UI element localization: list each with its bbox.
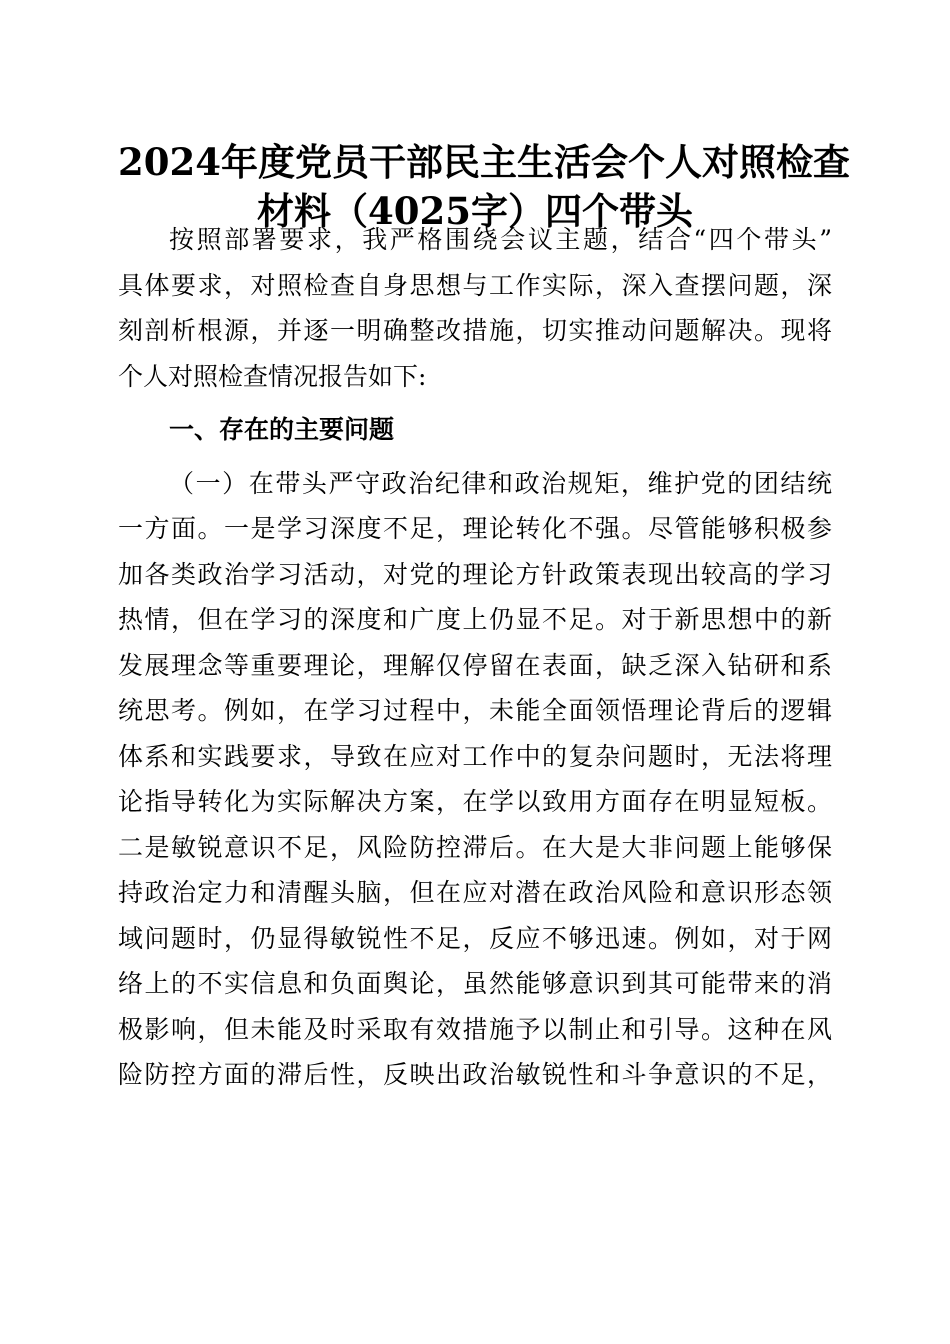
- paragraph-gap: [118, 453, 832, 461]
- section-line: 极影响，但未能及时采取有效措施予以制止和引导。这种在风: [118, 1014, 832, 1044]
- section-line: 论指导转化为实际解决方案，在学以致用方面存在明显短板。: [118, 787, 832, 816]
- section-line: 体系和实践要求，导致在应对工作中的复杂问题时，无法将理: [118, 741, 832, 771]
- section-line: 二是敏锐意识不足，风险防控滞后。在大是大非问题上能够保: [118, 832, 832, 862]
- section-line: 统思考。例如，在学习过程中，未能全面领悟理论背后的逻辑: [118, 696, 832, 725]
- section-line: 加各类政治学习活动，对党的理论方针政策表现出较高的学习: [118, 559, 832, 589]
- title-line-1: 2024年度党员干部民主生活会个人对照检查: [118, 140, 850, 184]
- section-line: 一方面。一是学习深度不足，理论转化不强。尽管能够积极参: [118, 514, 832, 543]
- section-line: 持政治定力和清醒头脑，但在应对潜在政治风险和意识形态领: [118, 878, 832, 907]
- intro-line: 按照部署要求，我严格围绕会议主题，结合“四个带头”: [169, 225, 832, 254]
- intro-line: 刻剖析根源，并逐一明确整改措施，切实推动问题解决。现将: [118, 316, 832, 345]
- title-line-2: 材料（4025字）四个带头: [257, 189, 693, 233]
- section-line: 络上的不实信息和负面舆论，虽然能够意识到其可能带来的消: [118, 969, 832, 998]
- section-heading: 一、存在的主要问题: [169, 415, 395, 444]
- intro-line: 个人对照检查情况报告如下:: [118, 361, 427, 391]
- section-line: 热情，但在学习的深度和广度上仍显不足。对于新思想中的新: [118, 605, 832, 634]
- section-line: 发展理念等重要理论，理解仅停留在表面，缺乏深入钻研和系: [118, 650, 832, 680]
- section-line: 险防控方面的滞后性，反映出政治敏锐性和斗争意识的不足，: [118, 1060, 832, 1089]
- intro-line: 具体要求，对照检查自身思想与工作实际，深入查摆问题，深: [118, 270, 832, 300]
- paragraph-gap: [118, 399, 832, 407]
- document-body: [118, 217, 832, 1098]
- section-line: 域问题时，仍显得敏锐性不足，反应不够迅速。例如，对于网: [118, 923, 832, 953]
- section-line: （一）在带头严守政治纪律和政治规矩，维护党的团结统: [169, 468, 832, 498]
